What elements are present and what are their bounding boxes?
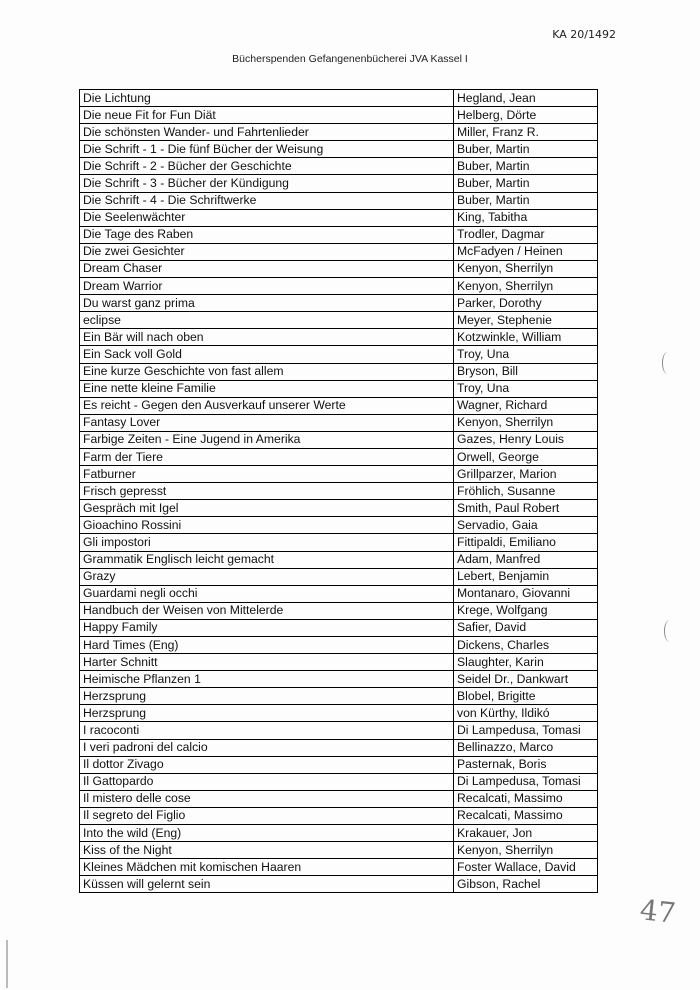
table-row — [80, 295, 598, 312]
book-author-cell: Meyer, Stephenie — [454, 312, 598, 329]
book-author-cell: Kenyon, Sherrilyn — [454, 842, 598, 859]
table-row — [80, 278, 598, 295]
book-title-cell: Handbuch der Weisen von Mittelerde — [80, 602, 454, 619]
table-row — [80, 534, 598, 551]
table-row — [80, 602, 598, 619]
table-row — [80, 483, 598, 500]
book-title-cell: Il segreto del Figlio — [80, 807, 454, 824]
table-row — [80, 551, 598, 568]
table-row — [80, 722, 598, 739]
table-row — [80, 773, 598, 790]
table-row — [80, 192, 598, 209]
handwritten-page-number: 47 — [638, 893, 678, 930]
book-author-cell: Di Lampedusa, Tomasi — [454, 773, 598, 790]
book-author-cell: King, Tabitha — [454, 209, 598, 226]
book-author-cell: Recalcati, Massimo — [454, 807, 598, 824]
book-author-cell: Troy, Una — [454, 346, 598, 363]
book-title-cell: Grazy — [80, 568, 454, 585]
table-row — [80, 107, 598, 124]
book-title-cell: Gioachino Rossini — [80, 517, 454, 534]
book-author-cell: Slaughter, Karin — [454, 654, 598, 671]
book-title-cell: Il mistero delle cose — [80, 790, 454, 807]
book-title-cell: Kiss of the Night — [80, 842, 454, 859]
table-row — [80, 448, 598, 465]
book-author-cell: Buber, Martin — [454, 175, 598, 192]
table-row — [80, 260, 598, 277]
book-author-cell: Kenyon, Sherrilyn — [454, 414, 598, 431]
book-author-cell: Orwell, George — [454, 448, 598, 465]
table-row — [80, 807, 598, 824]
book-author-cell: Trodler, Dagmar — [454, 226, 598, 243]
book-title-cell: eclipse — [80, 312, 454, 329]
table-row — [80, 517, 598, 534]
book-author-cell: Blobel, Brigitte — [454, 688, 598, 705]
table-row — [80, 158, 598, 175]
book-author-cell: von Kürthy, Ildikó — [454, 705, 598, 722]
table-row — [80, 825, 598, 842]
reference-number: KA 20/1492 — [552, 28, 616, 41]
page-title: Bücherspenden Gefangenenbücherei JVA Kassel I — [232, 53, 468, 65]
book-author-cell: Fittipaldi, Emiliano — [454, 534, 598, 551]
book-author-cell: Parker, Dorothy — [454, 295, 598, 312]
book-title-cell: Heimische Pflanzen 1 — [80, 671, 454, 688]
book-author-cell: Krakauer, Jon — [454, 825, 598, 842]
book-title-cell: Gli impostori — [80, 534, 454, 551]
table-row — [80, 329, 598, 346]
book-author-cell: Seidel Dr., Dankwart — [454, 671, 598, 688]
table-row — [80, 414, 598, 431]
book-title-cell: Fantasy Lover — [80, 414, 454, 431]
book-table-body — [80, 90, 598, 893]
table-row — [80, 637, 598, 654]
margin-mark — [664, 620, 675, 642]
book-author-cell: Gazes, Henry Louis — [454, 431, 598, 448]
book-title-cell: Ein Sack voll Gold — [80, 346, 454, 363]
book-author-cell: Foster Wallace, David — [454, 859, 598, 876]
table-row — [80, 397, 598, 414]
book-title-cell: Die neue Fit for Fun Diät — [80, 107, 454, 124]
scan-edge-mark — [6, 940, 8, 988]
book-author-cell: Wagner, Richard — [454, 397, 598, 414]
table-row — [80, 141, 598, 158]
book-title-cell: Guardami negli occhi — [80, 585, 454, 602]
book-author-cell: Safier, David — [454, 619, 598, 636]
book-title-cell: Happy Family — [80, 619, 454, 636]
book-title-cell: Farm der Tiere — [80, 448, 454, 465]
book-title-cell: Dream Chaser — [80, 260, 454, 277]
book-title-cell: Es reicht - Gegen den Ausverkauf unserer Werte — [80, 397, 454, 414]
book-author-cell: Gibson, Rachel — [454, 876, 598, 893]
book-author-cell: Buber, Martin — [454, 141, 598, 158]
book-author-cell: McFadyen / Heinen — [454, 243, 598, 260]
book-author-cell: Hegland, Jean — [454, 90, 598, 107]
book-author-cell: Kenyon, Sherrilyn — [454, 278, 598, 295]
book-author-cell: Buber, Martin — [454, 192, 598, 209]
table-row — [80, 175, 598, 192]
book-author-cell: Bryson, Bill — [454, 363, 598, 380]
table-row — [80, 568, 598, 585]
book-title-cell: Frisch gepresst — [80, 483, 454, 500]
book-author-cell: Recalcati, Massimo — [454, 790, 598, 807]
table-row — [80, 380, 598, 397]
table-row — [80, 124, 598, 141]
book-title-cell: Die Schrift - 4 - Die Schriftwerke — [80, 192, 454, 209]
book-title-cell: I racoconti — [80, 722, 454, 739]
book-title-cell: Eine kurze Geschichte von fast allem — [80, 363, 454, 380]
book-author-cell: Grillparzer, Marion — [454, 466, 598, 483]
table-row — [80, 688, 598, 705]
table-row — [80, 859, 598, 876]
book-donation-table — [79, 89, 598, 893]
book-author-cell: Adam, Manfred — [454, 551, 598, 568]
book-title-cell: Kleines Mädchen mit komischen Haaren — [80, 859, 454, 876]
table-row — [80, 739, 598, 756]
book-title-cell: Die schönsten Wander- und Fahrtenlieder — [80, 124, 454, 141]
book-author-cell: Buber, Martin — [454, 158, 598, 175]
book-title-cell: Die Schrift - 1 - Die fünf Bücher der Weisung — [80, 141, 454, 158]
table-row — [80, 466, 598, 483]
book-title-cell: Die zwei Gesichter — [80, 243, 454, 260]
table-row — [80, 876, 598, 893]
book-author-cell: Fröhlich, Susanne — [454, 483, 598, 500]
book-title-cell: Die Schrift - 3 - Bücher der Kündigung — [80, 175, 454, 192]
book-title-cell: Dream Warrior — [80, 278, 454, 295]
table-row — [80, 346, 598, 363]
book-title-cell: Küssen will gelernt sein — [80, 876, 454, 893]
book-title-cell: Il Gattopardo — [80, 773, 454, 790]
book-author-cell: Smith, Paul Robert — [454, 500, 598, 517]
book-author-cell: Miller, Franz R. — [454, 124, 598, 141]
table-row — [80, 654, 598, 671]
table-row — [80, 226, 598, 243]
book-title-cell: Die Seelenwächter — [80, 209, 454, 226]
book-author-cell: Lebert, Benjamin — [454, 568, 598, 585]
book-author-cell: Kenyon, Sherrilyn — [454, 260, 598, 277]
book-author-cell: Servadio, Gaia — [454, 517, 598, 534]
book-title-cell: Die Lichtung — [80, 90, 454, 107]
book-author-cell: Montanaro, Giovanni — [454, 585, 598, 602]
table-row — [80, 209, 598, 226]
table-row — [80, 243, 598, 260]
book-title-cell: Die Tage des Raben — [80, 226, 454, 243]
book-title-cell: Eine nette kleine Familie — [80, 380, 454, 397]
table-row — [80, 842, 598, 859]
table-row — [80, 671, 598, 688]
book-title-cell: Fatburner — [80, 466, 454, 483]
book-title-cell: Harter Schnitt — [80, 654, 454, 671]
book-author-cell: Troy, Una — [454, 380, 598, 397]
book-author-cell: Dickens, Charles — [454, 637, 598, 654]
table-row — [80, 431, 598, 448]
book-title-cell: Die Schrift - 2 - Bücher der Geschichte — [80, 158, 454, 175]
book-title-cell: Il dottor Zivago — [80, 756, 454, 773]
book-author-cell: Krege, Wolfgang — [454, 602, 598, 619]
table-row — [80, 756, 598, 773]
book-author-cell: Helberg, Dörte — [454, 107, 598, 124]
table-row — [80, 90, 598, 107]
book-title-cell: Gespräch mit Igel — [80, 500, 454, 517]
book-title-cell: Du warst ganz prima — [80, 295, 454, 312]
book-title-cell: Ein Bär will nach oben — [80, 329, 454, 346]
table-row — [80, 500, 598, 517]
table-row — [80, 619, 598, 636]
table-row — [80, 585, 598, 602]
book-author-cell: Pasternak, Boris — [454, 756, 598, 773]
margin-mark — [662, 352, 673, 374]
book-author-cell: Di Lampedusa, Tomasi — [454, 722, 598, 739]
table-row — [80, 363, 598, 380]
book-title-cell: Herzsprung — [80, 688, 454, 705]
book-title-cell: Hard Times (Eng) — [80, 637, 454, 654]
table-row — [80, 312, 598, 329]
book-title-cell: Grammatik Englisch leicht gemacht — [80, 551, 454, 568]
book-title-cell: Herzsprung — [80, 705, 454, 722]
table-row — [80, 790, 598, 807]
book-author-cell: Kotzwinkle, William — [454, 329, 598, 346]
book-title-cell: Into the wild (Eng) — [80, 825, 454, 842]
table-row — [80, 705, 598, 722]
book-title-cell: Farbige Zeiten - Eine Jugend in Amerika — [80, 431, 454, 448]
book-author-cell: Bellinazzo, Marco — [454, 739, 598, 756]
book-title-cell: I veri padroni del calcio — [80, 739, 454, 756]
